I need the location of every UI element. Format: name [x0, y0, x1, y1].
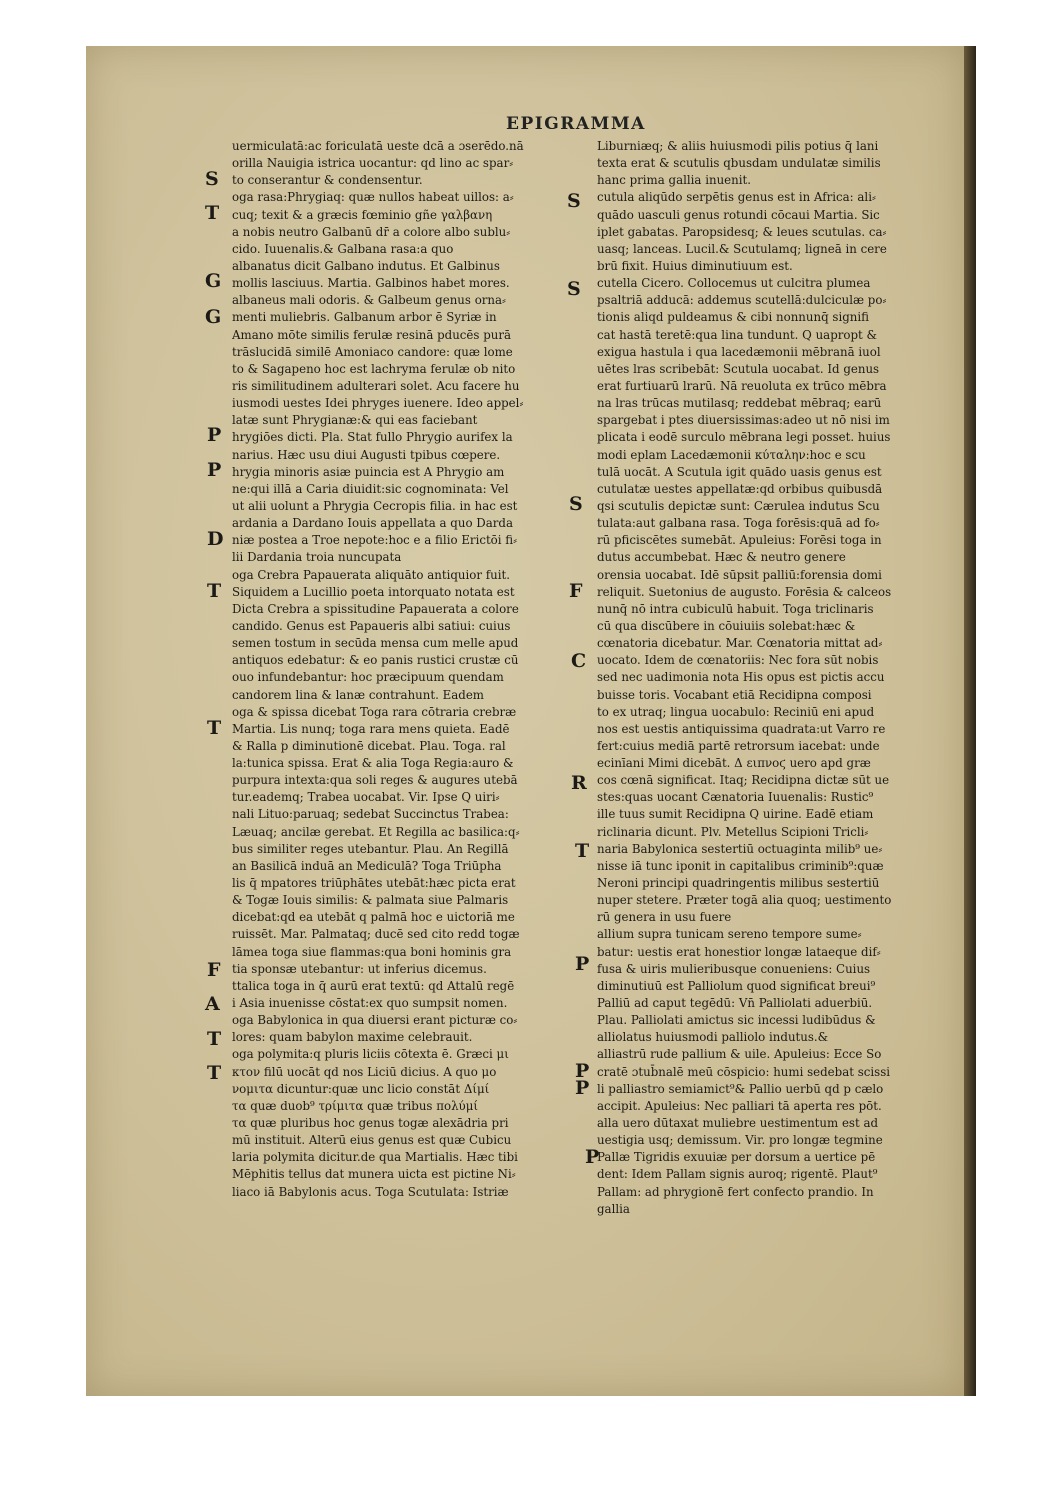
- text-line: quādo uasculi genus rotundi cōcaui Martia. Sic: [597, 207, 880, 222]
- text-line: cos cœnā significat. Itaq; Recidipna dictæ sūt ue: [597, 773, 890, 788]
- text-line: sed nec uadimonia nota His opus est pictis accu: [597, 670, 885, 685]
- text-line: tionis aliqd puldeamus & cibi nonnunq̄ signifi: [597, 310, 870, 325]
- text-line: ne:qui illā a Caria diuidit:sic cognominata: Vel: [232, 481, 509, 496]
- text-line: a nobis neutro Galbanū dr̄ a colore albo sublu⸗: [232, 224, 511, 239]
- text-line: τα quæ pluribus hoc genus togæ alexādria pri: [232, 1116, 509, 1131]
- text-line: modi eplam Lacedæmonii κύταλην:hoc e scu: [597, 447, 866, 462]
- margin-initial: S: [567, 190, 581, 212]
- text-line: ardania a Dardano Iouis appellata a quo Darda: [232, 516, 514, 531]
- text-line: ut alii uolunt a Phrygia Cecropis filia. in hac est: [232, 498, 518, 513]
- text-line: psaltriā adducā: addemus scutellā:dulciculæ po⸗: [597, 293, 887, 308]
- text-line: purpura intexta:qua soli reges & augures utebā: [232, 773, 518, 788]
- text-line: νομιτα dicuntur:quæ unc licio constāt Δίμί: [232, 1081, 490, 1096]
- text-line: accipit. Apuleius: Nec palliari tā aperta res pōt.: [597, 1098, 882, 1113]
- text-line: texta erat & scutulis qbusdam undulatæ similis: [597, 156, 881, 171]
- text-line: narius. Hæc usu diui Augusti tpibus cœpere.: [232, 447, 501, 462]
- text-line: latæ sunt Phrygianæ:& qui eas faciebant: [232, 413, 478, 428]
- margin-initial: P: [575, 1060, 590, 1082]
- text-line: alliastrū rude pallium & uile. Apuleius: Ecce So: [597, 1047, 882, 1062]
- text-line: candido. Genus est Papaueris albi satiui: cuius: [232, 618, 511, 633]
- text-line: to ex utraq; lingua uocabulo: Reciniū eni apud: [597, 704, 875, 719]
- text-line: oga rasa:Phrygiaq: quæ nullos habeat uillos: a⸗: [232, 190, 514, 205]
- text-line: erat furtiuarū lrarū. Nā reuoluta ex trūco mēbra: [597, 378, 887, 393]
- text-line: & Ralla p diminutionē dicebat. Plau. Toga. ral: [232, 738, 506, 753]
- text-line: nunq̄ nō intra cubiculū habuit. Toga triclinaris: [597, 601, 874, 616]
- text-line: lis q̄ mpatores triūphātes utebāt:hæc picta erat: [232, 876, 516, 891]
- text-line: exigua hastula i qua lacedæmonii mēbranā iuol: [597, 344, 881, 359]
- text-line: to conserantur & condensentur.: [232, 173, 423, 188]
- margin-initial: T: [207, 1028, 222, 1050]
- text-line: brū fixit. Huius diminutiuum est.: [597, 258, 793, 273]
- text-line: menti muliebris. Galbanum arbor ē Syriæ in: [232, 310, 497, 325]
- text-line: plicata i eodē surculo mēbrana legi posset. huius: [597, 430, 891, 445]
- text-line: cuq; texit & a græcis fœminio gñe γαλβανη: [232, 207, 493, 222]
- text-line: orensia uocabat. Idē sūpsit palliū:forensia domi: [597, 567, 882, 582]
- text-line: lii Dardania troia nuncupata: [232, 550, 402, 565]
- text-line: lores: quam babylon maxime celebrauit.: [232, 1030, 473, 1045]
- text-line: hrygia minoris asiæ puincia est A Phrygio am: [232, 464, 505, 479]
- text-line: rū pficiscētes sumebāt. Apuleius: Forēsi toga in: [597, 533, 882, 548]
- text-line: Martia. Lis nunq; toga rara mens quieta. Eadē: [232, 721, 510, 736]
- margin-initial: T: [575, 840, 590, 862]
- text-line: buisse toris. Vocabant etiā Recidipna composi: [597, 687, 872, 702]
- text-line: albanatus dicit Galbano indutus. Et Galbinus: [232, 258, 500, 273]
- margin-initial: D: [207, 528, 224, 550]
- text-line: ttalica toga in q̄ aurū erat textū: qd Attalū regē: [232, 978, 515, 993]
- text-line: laria polymita dicitur.de qua Martialis. Hæc tibi: [232, 1150, 518, 1165]
- text-line: Neroni principi quadringentis milibus sestertiū: [597, 876, 880, 891]
- text-line: alliolatus huiusmodi palliolo indutus.&: [597, 1030, 829, 1045]
- text-line: semen tostum in secūda mensa cum melle apud: [232, 636, 519, 651]
- text-line: hanc prima gallia inuenit.: [597, 173, 752, 188]
- margin-initial: G: [205, 306, 222, 328]
- text-line: diminutiuū est Palliolum quod significat breui⁹: [597, 978, 876, 993]
- text-line: oga & spissa dicebat Toga rara cōtraria crebræ: [232, 704, 517, 719]
- text-line: uasq; lanceas. Lucil.& Scutulamq; ligneā in cere: [597, 241, 887, 256]
- text-line: antiquos edebatur: & eo panis rustici crustæ cū: [232, 653, 519, 668]
- text-line: tia sponsæ utebantur: ut inferius dicemus.: [232, 961, 487, 976]
- text-line: cido. Iuuenalis.& Galbana rasa:a quo: [232, 241, 454, 256]
- text-line: nali Lituo:paruaq; sedebat Succinctus Trabea:: [232, 807, 509, 822]
- text-line: Mēphitis tellus dat munera uicta est pictine Ni⸗: [232, 1167, 516, 1182]
- right-text-column: [597, 138, 932, 1218]
- text-line: & Togæ Iouis similis: & palmata siue Palmaris: [232, 893, 509, 908]
- text-line: la:tunica spissa. Erat & alia Toga Regia:auro &: [232, 756, 514, 771]
- text-line: iusmodi uestes Idei phryges iuenere. Ideo appel⸗: [232, 396, 524, 411]
- text-line: cū qua discūbere in cōuiuiis solebat:hæc &: [597, 618, 856, 633]
- text-line: τα quæ duob⁹ τρίμιτα quæ tribus πολύμί: [232, 1098, 479, 1113]
- text-line: Palliū ad caput tegēdū: Vn̄ Palliolati aduerbiū.: [597, 996, 873, 1011]
- text-line: gallia: [597, 1201, 630, 1216]
- text-line: Pallam: ad phrygionē fert confecto prandio. In: [597, 1184, 874, 1199]
- margin-initial: T: [207, 580, 222, 602]
- margin-initial: T: [207, 1062, 222, 1084]
- text-line: oga polymita:q pluris liciis cōtexta ē. Græci μι: [232, 1047, 509, 1062]
- text-line: oga Crebra Papauerata aliquāto antiquior fuit.: [232, 567, 510, 582]
- left-text-column: [232, 138, 567, 1201]
- text-line: mollis lasciuus. Martia. Galbinos habet mores.: [232, 276, 510, 291]
- text-line: dent: Idem Pallam signis auroq; rigentē. Plaut⁹: [597, 1167, 878, 1182]
- book-spine-edge: [964, 46, 976, 1396]
- text-line: rū genera in usu fuere: [597, 910, 732, 925]
- text-line: niæ postea a Troe nepote:hoc e a filio Erictōi fi⸗: [232, 533, 518, 548]
- text-line: ouo infundebantur: hoc præcipuum quendam: [232, 670, 504, 685]
- text-line: dutus accumbebat. Hæc & neutro genere: [597, 550, 846, 565]
- text-line: nisse iā tunc iponit in capitalibus criminib⁹:quæ: [597, 858, 884, 873]
- text-line: uestigia usq; demissum. Vir. pro longæ tegmine: [597, 1133, 883, 1148]
- margin-initial: P: [207, 424, 222, 446]
- margin-initial: P: [575, 953, 590, 975]
- margin-initial: S: [205, 168, 219, 190]
- text-line: cat hastā teretē:qua lina tundunt. Q uapropt &: [597, 327, 878, 342]
- text-line: uermiculatā:ac foriculatā ueste dcā a ɔserēdo.nā: [232, 139, 524, 153]
- margin-initial: S: [567, 278, 581, 300]
- margin-initial: R: [571, 772, 587, 794]
- text-line: uocato. Idem de cœnatoriis: Nec fora sūt nobis: [597, 653, 879, 668]
- text-line: hrygiōes dicti. Pla. Stat fullo Phrygio aurifex la: [232, 430, 513, 445]
- text-line: candorem lina & lanæ contrahunt. Eadem: [232, 687, 484, 702]
- text-line: batur: uestis erat honestior longæ lataeque dif⸗: [597, 944, 881, 959]
- text-line: Amano mōte similis ferulæ resinā pducēs purā: [232, 327, 512, 342]
- text-line: fusa & uiris mulieribusque conueniens: Cuius: [597, 961, 871, 976]
- text-line: Dicta Crebra a spissitudine Papauerata a colore: [232, 601, 519, 616]
- margin-initial: S: [569, 493, 583, 515]
- text-line: liaco iā Babylonis acus. Toga Scutulata: Istriæ: [232, 1184, 509, 1199]
- text-line: alla uero dūtaxat muliebre uestimentum est ad: [597, 1116, 879, 1131]
- text-line: qsi scutulis depictæ sunt: Cærulea indutus Scu: [597, 498, 880, 513]
- margin-initial: C: [571, 650, 587, 672]
- text-line: stes:quas uocant Cænatoria Iuuenalis: Rustic⁹: [597, 790, 874, 805]
- text-line: spargebat i ptes diuersissimas:adeo ut nō nisi im: [597, 413, 890, 428]
- margin-initial: P: [207, 459, 222, 481]
- text-line: an Basilicā induā an Mediculā? Toga Triūpha: [232, 858, 502, 873]
- text-line: ris similitudinem adulterari solet. Acu facere hu: [232, 378, 520, 393]
- text-line: ecinīani Mimi dicebāt. Δ ειπνοϛ uero apd græ: [597, 756, 871, 771]
- margin-initial: P: [585, 1146, 600, 1168]
- text-line: cratē ɔtub̄nalē meū cōspicio: humi sedebat scissi: [597, 1064, 891, 1079]
- text-line: bus similiter reges utebantur. Plau. An Regillā: [232, 841, 509, 856]
- text-line: Plau. Palliolati amictus sic incessi ludibūdus &: [597, 1013, 876, 1028]
- text-line: to & Sagapeno hoc est lachryma ferulæ ob nito: [232, 361, 516, 376]
- text-line: lāmea toga siue flammas:qua boni hominis gra: [232, 944, 512, 959]
- text-line: fert:cuius mediā partē retrorsum iacebat: unde: [597, 738, 880, 753]
- text-line: reliquit. Suetonius de augusto. Forēsia & calceos: [597, 584, 892, 599]
- text-line: allium supra tunicam sereno tempore sume⸗: [597, 927, 862, 942]
- margin-initial: A: [205, 993, 220, 1015]
- text-line: ruissēt. Mar. Palmataq; ducē sed cito redd togæ: [232, 927, 520, 942]
- text-line: cœnatoria dicebatur. Mar. Cœnatoria mittat ad⸗: [597, 636, 883, 651]
- text-line: ille tuus sumit Recidipna Q uirine. Eadē etiam: [597, 807, 874, 822]
- text-line: cutulatæ uestes appellatæ:qd orbibus quibusdā: [597, 481, 883, 496]
- text-line: orilla Nauigia istrica uocantur: qd lino ac spar⸗: [232, 156, 514, 171]
- text-line: trāslucidā similē Amoniaco candore: quæ lome: [232, 344, 513, 359]
- text-line: tulata:aut galbana rasa. Toga forēsis:quā ad fo⸗: [597, 516, 880, 531]
- margin-initial: F: [207, 959, 221, 981]
- text-line: mū instituit. Alterū eius genus est quæ Cubicu: [232, 1133, 512, 1148]
- text-line: li palliastro semiamict⁹& Pallio uerbū qd p cælo: [597, 1081, 884, 1096]
- text-line: tur.eademq; Trabea uocabat. Vir. Ipse Q uiri⸗: [232, 790, 500, 805]
- running-header: EPIGRAMMA: [506, 114, 646, 134]
- margin-initial: T: [207, 717, 222, 739]
- text-line: cutula aliqūdo serpētis genus est in Africa: ali⸗: [597, 190, 876, 205]
- margin-initial: P: [575, 1077, 590, 1099]
- text-line: Læuaq; ancilæ gerebat. Et Regilla ac basilica:q⸗: [232, 824, 520, 839]
- text-line: uētes lras scribebāt: Scutula uocabat. Id genus: [597, 361, 880, 376]
- text-line: nuper stetere. Præter togā alia quoq; uestimento: [597, 893, 892, 908]
- text-line: Liburniæq; & aliis huiusmodi pilis potius q̄ lani: [597, 139, 879, 153]
- text-line: dicebat:qd ea utebāt q palmā hoc e uictoriā me: [232, 910, 515, 925]
- text-line: tulā uocāt. A Scutula igit quādo uasis genus est: [597, 464, 882, 479]
- text-line: iplet gabatas. Paropsidesq; & leues scutulas. ca⸗: [597, 224, 887, 239]
- text-line: Pallæ Tigridis exuuiæ per dorsum a uertice pē: [597, 1150, 876, 1165]
- text-line: riclinaria dicunt. Plv. Metellus Scipioni Tricli⸗: [597, 824, 869, 839]
- margin-initial: F: [569, 580, 583, 602]
- text-line: i Asia inuenisse cōstat:ex quo sumpsit nomen.: [232, 996, 508, 1011]
- text-line: oga Babylonica in qua diuersi erant picturæ co⸗: [232, 1013, 518, 1028]
- text-line: nos est uestis antiquissima quadrata:ut Varro re: [597, 721, 886, 736]
- text-line: cutella Cicero. Collocemus ut culcitra plumea: [597, 276, 871, 291]
- text-line: naria Babylonica sestertiū octuaginta milib⁹ ue⸗: [597, 841, 883, 856]
- text-line: na lras trūcas mutilasq; reddebat mēbraq; earū: [597, 396, 882, 411]
- text-line: Siquidem a Lucillio poeta intorquato notata est: [232, 584, 515, 599]
- margin-initial: G: [205, 270, 222, 292]
- text-line: κτον filū uocāt qd nos Liciū dicius. A quo μο: [232, 1064, 497, 1079]
- text-line: albaneus mali odoris. & Galbeum genus orna⸗: [232, 293, 506, 308]
- margin-initial: T: [205, 202, 220, 224]
